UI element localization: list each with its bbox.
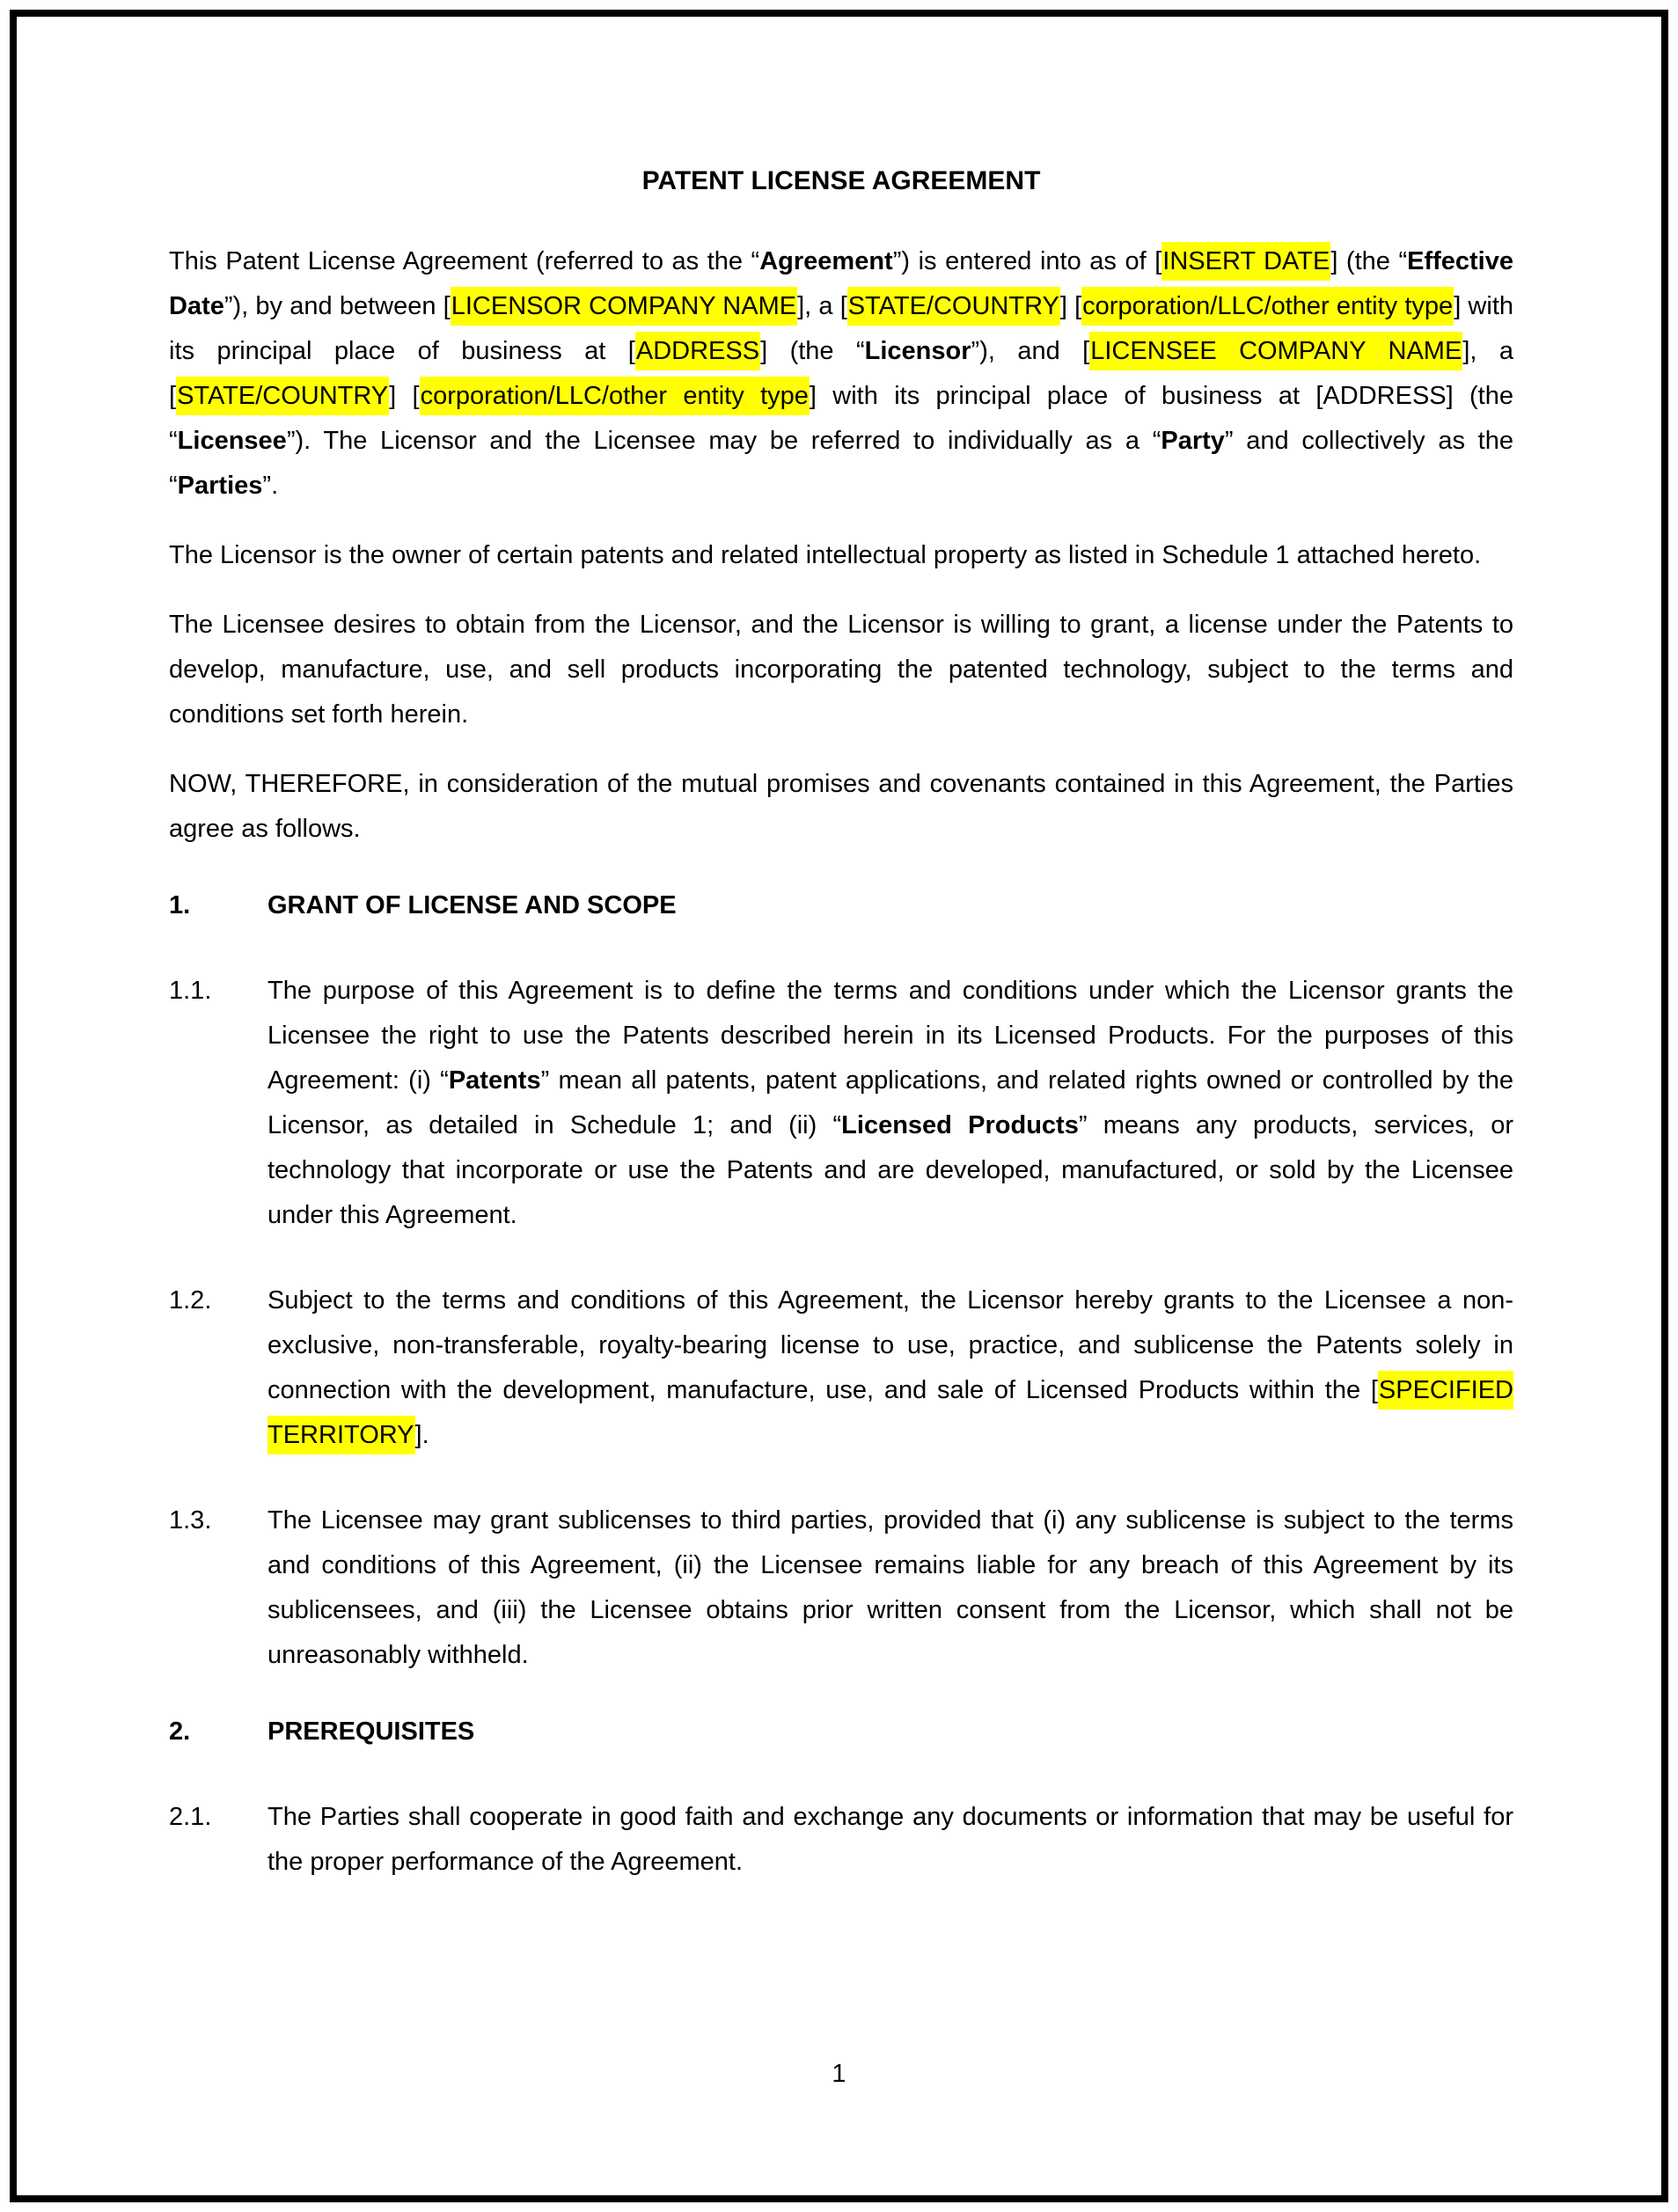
bold-text: Party xyxy=(1161,427,1225,455)
section-number: 1. xyxy=(169,891,191,919)
clause-row-1-3 xyxy=(169,1498,1513,1678)
clause-number: 2.1. xyxy=(169,1803,212,1831)
highlighted-placeholder: corporation/LLC/other entity type xyxy=(1081,287,1454,326)
bold-text: Licensor xyxy=(864,337,971,365)
highlighted-placeholder: SPECIFIED TERRITORY xyxy=(267,1371,1513,1454)
clause-text: Subject to the terms and conditions of this Agreement, the Licensor hereby grants to the Licensee a non-exclusive, non-transferable, royalty-bearing license to use, practice, and sublicense the Patents solely in connection with the development, manufacture, use, and sale of Licensed Products within the [SPECIFIED TERRITORY]. xyxy=(267,1278,1513,1458)
highlighted-placeholder: ADDRESS xyxy=(635,332,760,370)
bold-text: Licensed Products xyxy=(841,1111,1079,1139)
clause-text: The Parties shall cooperate in good faith and exchange any documents or information that may be useful for the proper performance of the Agreement. xyxy=(267,1803,1513,1876)
clause-number: 1.1. xyxy=(169,977,212,1005)
section-number: 2. xyxy=(169,1718,191,1746)
highlighted-placeholder: LICENSOR COMPANY NAME xyxy=(451,287,797,326)
bold-text: Parties xyxy=(177,472,263,500)
highlighted-placeholder: corporation/LLC/other entity type xyxy=(420,377,810,415)
page-number: 1 xyxy=(832,2060,846,2088)
bold-text: Effective Date xyxy=(169,247,1513,320)
section-heading: PREREQUISITES xyxy=(267,1718,475,1746)
document-body xyxy=(169,0,1513,1885)
clause-number: 1.3. xyxy=(169,1506,212,1534)
highlighted-placeholder: LICENSEE COMPANY NAME xyxy=(1089,332,1462,370)
document-title: PATENT LICENSE AGREEMENT xyxy=(641,166,1041,195)
highlighted-placeholder: INSERT DATE xyxy=(1161,242,1330,281)
intro-paragraph-1: This Patent License Agreement (referred to as the “Agreement”) is entered into as of [INSERT DATE] (the “Effective Date”), by and between [LICENSOR COMPANY NAME], a [STATE/COUNTRY] [corporation/LLC/other entity type] with its principal place of business at [ADDRESS] (the “Licensor”), and [LICENSEE COMPANY NAME], a [STATE/COUNTRY] [corporation/LLC/other entity type] with its principal place of business at [ADDRESS] (the “Licensee”). The Licensor and the Licensee may be referred to individually as a “Party” and collectively as the “Parties”. xyxy=(169,239,1513,509)
bold-text: Licensee xyxy=(177,427,287,455)
highlighted-placeholder: STATE/COUNTRY xyxy=(847,287,1060,326)
section-heading-row-1 xyxy=(169,883,1513,928)
clause-row-1-2 xyxy=(169,1278,1513,1458)
intro-paragraph-4: NOW, THEREFORE, in consideration of the mutual promises and covenants contained in this Agreement, the Parties agree as follows. xyxy=(169,770,1513,843)
section-heading-row-2 xyxy=(169,1710,1513,1754)
bold-text: Patents xyxy=(448,1066,541,1095)
clause-text: The purpose of this Agreement is to define the terms and conditions under which the Licensor grants the Licensee the right to use the Patents described herein in its Licensed Products. For the purposes of this Agreement: (i) “Patents” mean all patents, patent applications, and related rights owned or controlled by the Licensor, as detailed in Schedule 1; and (ii) “Licensed Products” means any products, services, or technology that incorporate or use the Patents and are developed, manufactured, or sold by the Licensee under this Agreement. xyxy=(267,977,1513,1229)
clause-row-2-1 xyxy=(169,1795,1513,1885)
highlighted-placeholder: STATE/COUNTRY xyxy=(176,377,389,415)
clause-number: 1.2. xyxy=(169,1286,212,1315)
intro-paragraph-2: The Licensor is the owner of certain patents and related intellectual property as listed in Schedule 1 attached hereto. xyxy=(169,541,1482,569)
section-heading: GRANT OF LICENSE AND SCOPE xyxy=(267,891,677,919)
bold-text: Agreement xyxy=(759,247,893,275)
clause-text: The Licensee may grant sublicenses to third parties, provided that (i) any sublicense is subject to the terms and conditions of this Agreement, (ii) the Licensee remains liable for any breach of this Agreement by its sublicensees, and (iii) the Licensee obtains prior written consent from the Licensor, which shall not be unreasonably withheld. xyxy=(267,1506,1513,1669)
clause-row-1-1 xyxy=(169,969,1513,1238)
intro-paragraph-3: The Licensee desires to obtain from the Licensor, and the Licensor is willing to grant, a license under the Patents to develop, manufacture, use, and sell products incorporating the patented technology, subject to the terms and conditions set forth herein. xyxy=(169,611,1513,729)
